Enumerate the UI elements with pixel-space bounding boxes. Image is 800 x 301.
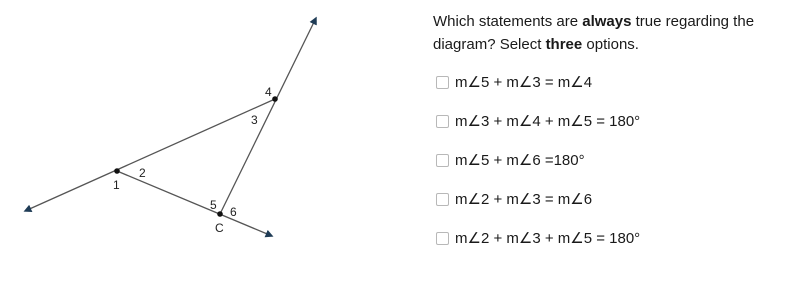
option-5[interactable] — [436, 228, 796, 248]
angle-label-5: 5 — [210, 198, 217, 212]
question-part-1: Which statements are — [433, 13, 583, 30]
option-3[interactable] — [436, 150, 796, 170]
line-through-1-and-4 — [25, 99, 275, 211]
option-5-label[interactable]: m∠2 + m∠3 + m∠5 = 180° — [455, 230, 641, 247]
option-4-checkbox[interactable] — [436, 193, 449, 206]
vertex-label-c: C — [215, 221, 224, 235]
option-4-label[interactable]: m∠2 + m∠3 = m∠6 — [455, 191, 593, 208]
vertex-point-1 — [114, 168, 120, 174]
question-emphasis-always: always — [582, 13, 632, 30]
angle-label-2: 2 — [139, 166, 146, 180]
angle-label-1: 1 — [113, 178, 120, 192]
option-1-label[interactable]: m∠5 + m∠3 = m∠4 — [455, 74, 593, 91]
option-2-checkbox[interactable] — [436, 115, 449, 128]
option-5-checkbox[interactable] — [436, 232, 449, 245]
question-part-3: options. — [582, 36, 639, 53]
line-through-c-and-4 — [220, 18, 316, 214]
option-2[interactable] — [436, 111, 796, 131]
option-3-label[interactable]: m∠5 + m∠6 =180° — [455, 152, 585, 169]
angle-label-6: 6 — [230, 205, 237, 219]
angle-label-4: 4 — [265, 85, 272, 99]
option-2-label[interactable]: m∠3 + m∠4 + m∠5 = 180° — [455, 113, 641, 130]
option-3-checkbox[interactable] — [436, 154, 449, 167]
question-part-2: true regarding the diagram? Select — [433, 13, 755, 53]
option-4[interactable] — [436, 189, 796, 209]
answer-options — [436, 72, 796, 267]
question-emphasis-three: three — [545, 36, 583, 53]
angle-label-3: 3 — [251, 113, 258, 127]
option-1[interactable] — [436, 72, 796, 92]
question-text — [433, 10, 793, 56]
line-through-1-and-c — [117, 171, 272, 236]
option-1-checkbox[interactable] — [436, 76, 449, 89]
vertex-point-4 — [272, 96, 278, 102]
vertex-point-c — [217, 211, 223, 217]
